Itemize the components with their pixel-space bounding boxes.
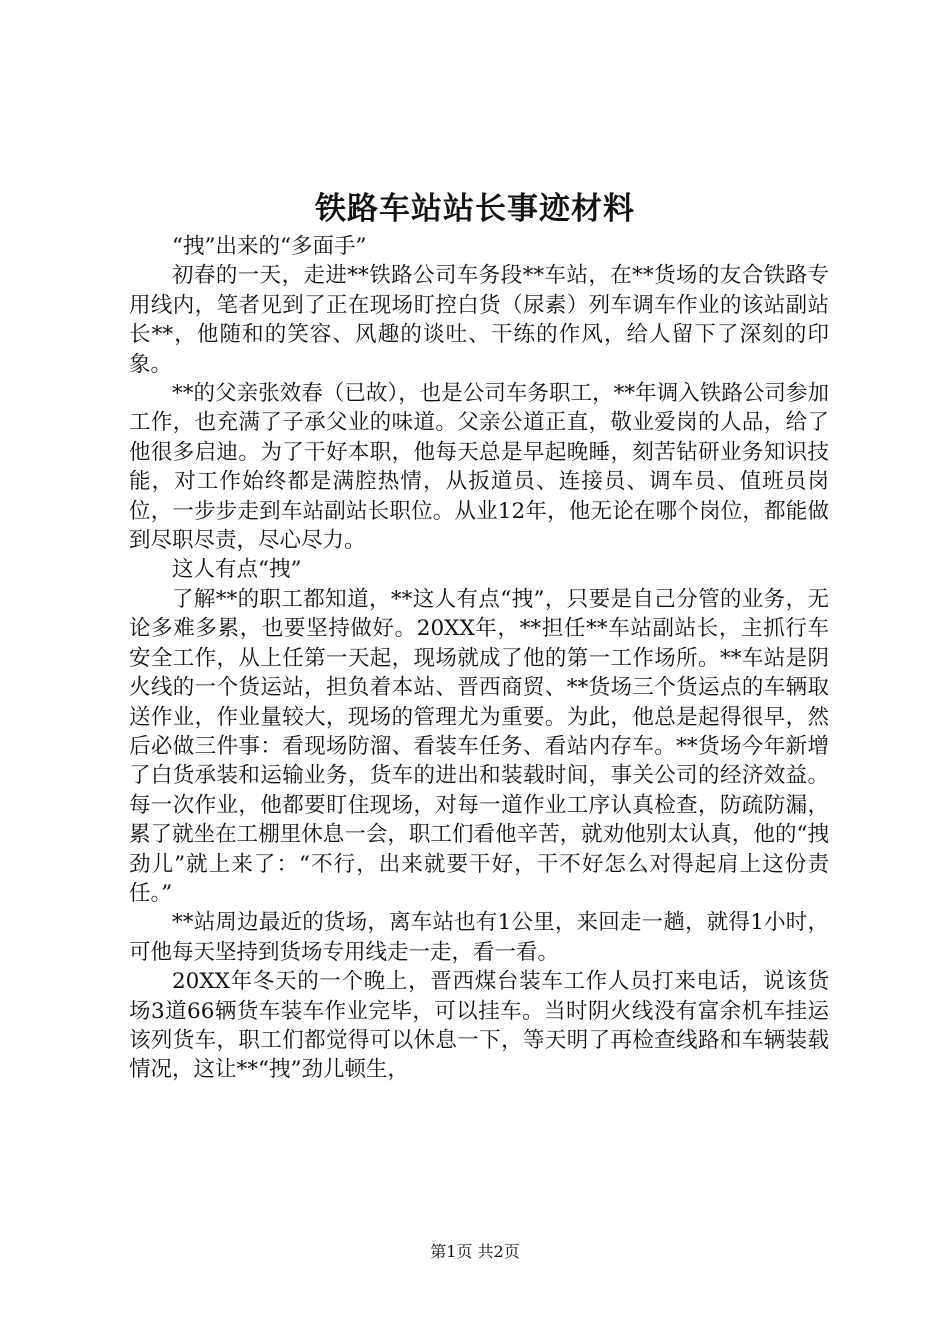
document-title: 铁路车站站长事迹材料 [315, 191, 635, 227]
paragraph: **的父亲张效春（已故），也是公司车务职工，**年调入铁路公司参加工作，也充满了子承父业的味道。父亲公道正直，敬业爱岗的人品，给了他很多启迪。为了干好本职，他每天总是早起晚睡，刻苦钻研业务知识技能，对工作始终都是满腔热情，从扳道员、连接员、调车员、值班员岗位，一步步走到车站副站长职位。从业12年，他无论在哪个岗位，都能做到尽职尽责，尽心尽力。 [129, 381, 829, 554]
section-heading: 这人有点“拽” [172, 557, 302, 583]
paragraph: **站周边最近的货场，离车站也有1公里，来回走一趟，就得1小时，可他每天坚持到货场专用线走一走，看一看。 [129, 910, 829, 965]
paragraph: 了解**的职工都知道，**这人有点“拽”，只要是自己分管的业务，无论多难多累，也要坚持做好。20XX年，**担任**车站副站长，主抓行车安全工作，从上任第一天起，现场就成了他的第一工作场所。**车站是阴火线的一个货运站，担负着本站、晋西商贸、**货场三个货运点的车辆取送作业，作业量较大，现场的管理尤为重要。为此，他总是起得很早，然后必做三件事：看现场防溜、看装车任务、看站内存车。**货场今年新增了白货承装和运输业务，货车的进出和装载时间，事关公司的经济效益。每一次作业，他都要盯住现场，对每一道作业工序认真检查，防疏防漏，累了就坐在工棚里休息一会，职工们看他辛苦，就劝他别太认真，他的“拽劲儿”就上来了：“不行，出来就要干好，干不好怎么对得起肩上这份责任。” [129, 586, 829, 906]
paragraph: 20XX年冬天的一个晚上，晋西煤台装车工作人员打来电话，说该货场3道66辆货车装车作业完毕，可以挂车。当时阴火线没有富余机车挂运该列货车，职工们都觉得可以休息一下，等天明了再检查线路和车辆装载情况，这让**“拽”劲儿顿生， [129, 969, 829, 1083]
page-footer: 第1页 共2页 [430, 1242, 520, 1261]
document-body [129, 232, 829, 1085]
paragraph: 初春的一天，走进**铁路公司车务段**车站，在**货场的友合铁路专用线内，笔者见到了正在现场盯控白货（尿素）列车调车作业的该站副站长**，他随和的笑容、风趣的谈吐、干练的作风，给人留下了深刻的印象。 [129, 263, 829, 377]
section-heading: “拽”出来的“多面手” [172, 234, 367, 259]
